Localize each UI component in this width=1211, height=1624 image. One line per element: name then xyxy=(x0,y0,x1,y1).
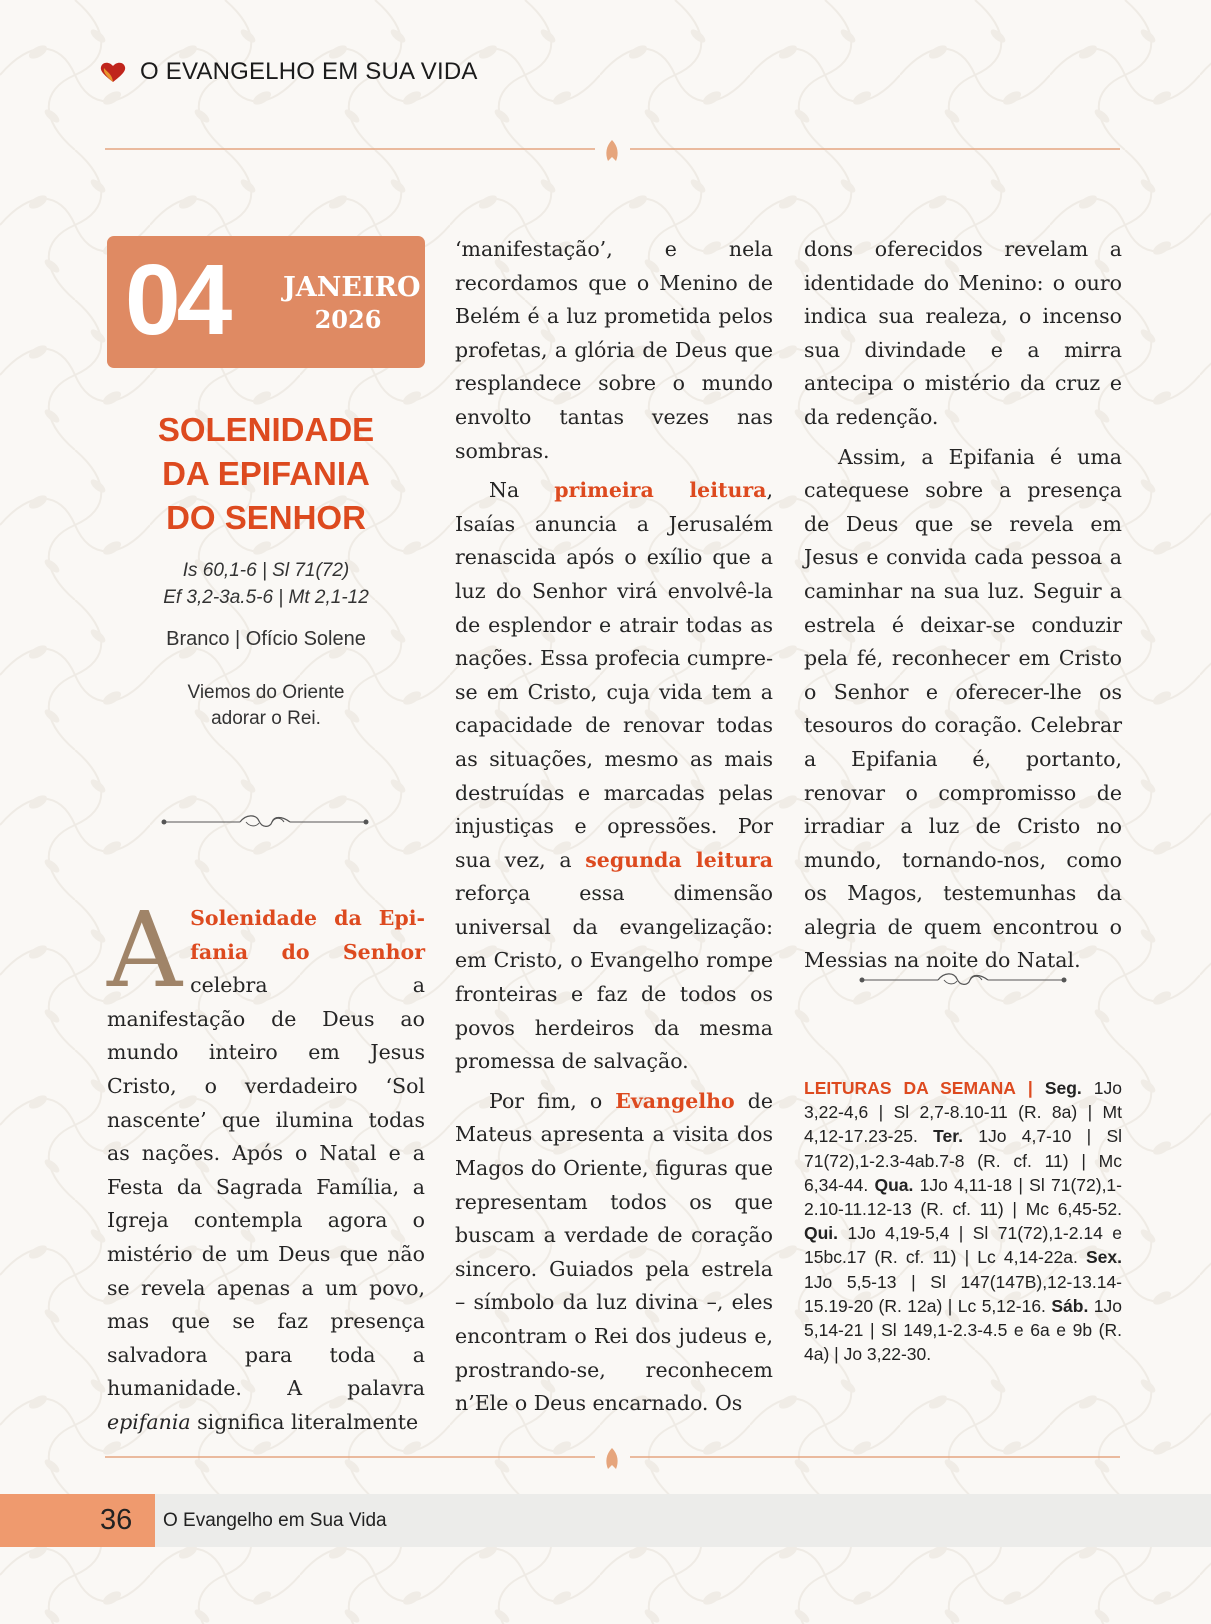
solemnity-title: SOLENIDADE DA EPIFANIA DO SENHOR xyxy=(157,411,375,536)
bottom-divider xyxy=(105,1448,1120,1470)
highlight-evangelho: Evangelho xyxy=(615,1088,735,1113)
wheat-icon xyxy=(606,140,617,161)
publication-name: O Evangelho em Sua Vida xyxy=(163,1510,387,1531)
weekly-readings-label: LEITURAS DA SEMANA xyxy=(804,1078,1016,1098)
highlight-solenidade: Solenidade da Epifania do Senhor xyxy=(190,906,425,964)
page-footer xyxy=(0,1494,1211,1547)
section-title: O EVANGELHO EM SUA VIDA xyxy=(140,58,478,85)
antiphon: Viemos do Oriente adorar o Rei. xyxy=(187,682,345,729)
flourish-ornament-2 xyxy=(858,970,1068,990)
article-column-2: ‘manifestação’, e nela recordamos que o Menino de Belém é a luz prometida pelos profetas, a glória de Deus que resplandece sobre o mundo envolto tantas vezes nas sombras. Na primeira leitura, Isaías anuncia a Jerusalém renascida após o exílio que a luz do Senhor virá envolvê-la de esplendor e atrair todas as nações. Essa profecia cumpre-se em Cristo, cuja vida tem a capacidade de renovar todas as situações, mesmo as mais destruídas e marcadas pelas injustiças e opressões. Por sua vez, a segunda leitura reforça essa dimensão universal da evangelização: em Cristo, o Evangelho rompe fronteiras e faz de todos os povos herdeiros da mesma promessa de salvação. Por fim, o Evangelho de Mateus apresenta a visita dos Magos do Oriente, figuras que representam todos os que buscam a verdade de coração sincero. Guiados pela estrela – símbolo da luz divina –, eles encontram o Rei dos judeus e, prostrando-se, reconhecem n’Ele o Deus encarnado. Os xyxy=(455,237,773,1416)
article-column-3: dons oferecidos revelam a identidade do Menino: o ouro indica sua realeza, o incenso sua divindade e a mirra antecipa o mistério da cruz e da redenção. Assim, a Epifania é uma catequese sobre a presença de Deus que se revela em Jesus e convida cada pessoa a caminhar na sua luz. Seguir a estrela é deixar-se conduzir pela fé, reconhecer em Cristo o Senhor e oferecer-lhe os tesouros do coração. Celebrar a Epifania é, portanto, renovar o compromisso de irradiar a luz de Cristo no mundo, tornando-nos, como os Magos, testemunhas da alegria de quem encontrou o Messias na noite do Natal. xyxy=(804,237,1122,973)
page-number-box xyxy=(0,1494,155,1547)
wheat-icon xyxy=(606,1448,617,1469)
drop-cap: A xyxy=(107,889,183,1011)
liturgical-readings: Is 60,1-6 | Sl 71(72) Ef 3,2-3a.5-6 | Mt 2,1-12 xyxy=(163,560,369,608)
date-year: 2026 xyxy=(314,305,382,334)
flourish-ornament xyxy=(160,812,370,832)
top-divider xyxy=(105,140,1120,162)
date-month: JANEIRO xyxy=(283,272,421,303)
date-day: 04 xyxy=(125,244,229,356)
heart-icon xyxy=(100,61,126,83)
highlight-primeira-leitura: primeira leitura xyxy=(554,478,767,503)
highlight-segunda-leitura: segunda leitura xyxy=(585,847,773,872)
publication-name-box xyxy=(155,1494,1211,1547)
weekly-readings: LEITURAS DA SEMANA | Seg. 1Jo 3,22-4,6 | Sl 2,7-8.10-11 (R. 8a) | Mt 4,12-17.23-25. Ter. 1Jo 4,7-10 | Sl 71(72),1-2.3-4ab.7-8 (R. cf. 11) | Mc 6,34-44. Qua. 1Jo 4,11-18 | Sl 71(72),1-2.10-11.12-13 (R. cf. 11) | Mc 6,45-52. Qui. 1Jo 4,19-5,4 | Sl 71(72),1-2.14 e 15bc.17 (R. cf. 11) | Lc 4,14-22a. Sex. 1Jo 5,5-13 | Sl 147(147B),12-13.14-15.19-20 (R. 12a) | Lc 5,12-16. Sáb. 1Jo 5,14-21 | Sl 149,1-2.3-4.5 e 6a e 9b (R. 4a) | Jo 3,22-30. xyxy=(804,1078,1123,1365)
page-header xyxy=(100,58,478,86)
page-number: 36 xyxy=(100,1504,133,1536)
liturgical-color: Branco | Ofício Solene xyxy=(166,628,366,650)
article-column-1: A Solenidade da Epifania do Senhor celebra a manifestação de Deus ao mundo inteiro em Jesus Cristo, o verdadeiro ‘Sol nascente’ que ilumina todas as nações. Após o Natal e a Festa da Sagrada Família, a Igreja contempla agora o mistério de um Deus que não se revela apenas a um povo, mas que se faz presença salvadora para toda a humanidade. A palavra epifania significa literalmente xyxy=(107,889,425,1434)
date-box xyxy=(107,236,425,368)
